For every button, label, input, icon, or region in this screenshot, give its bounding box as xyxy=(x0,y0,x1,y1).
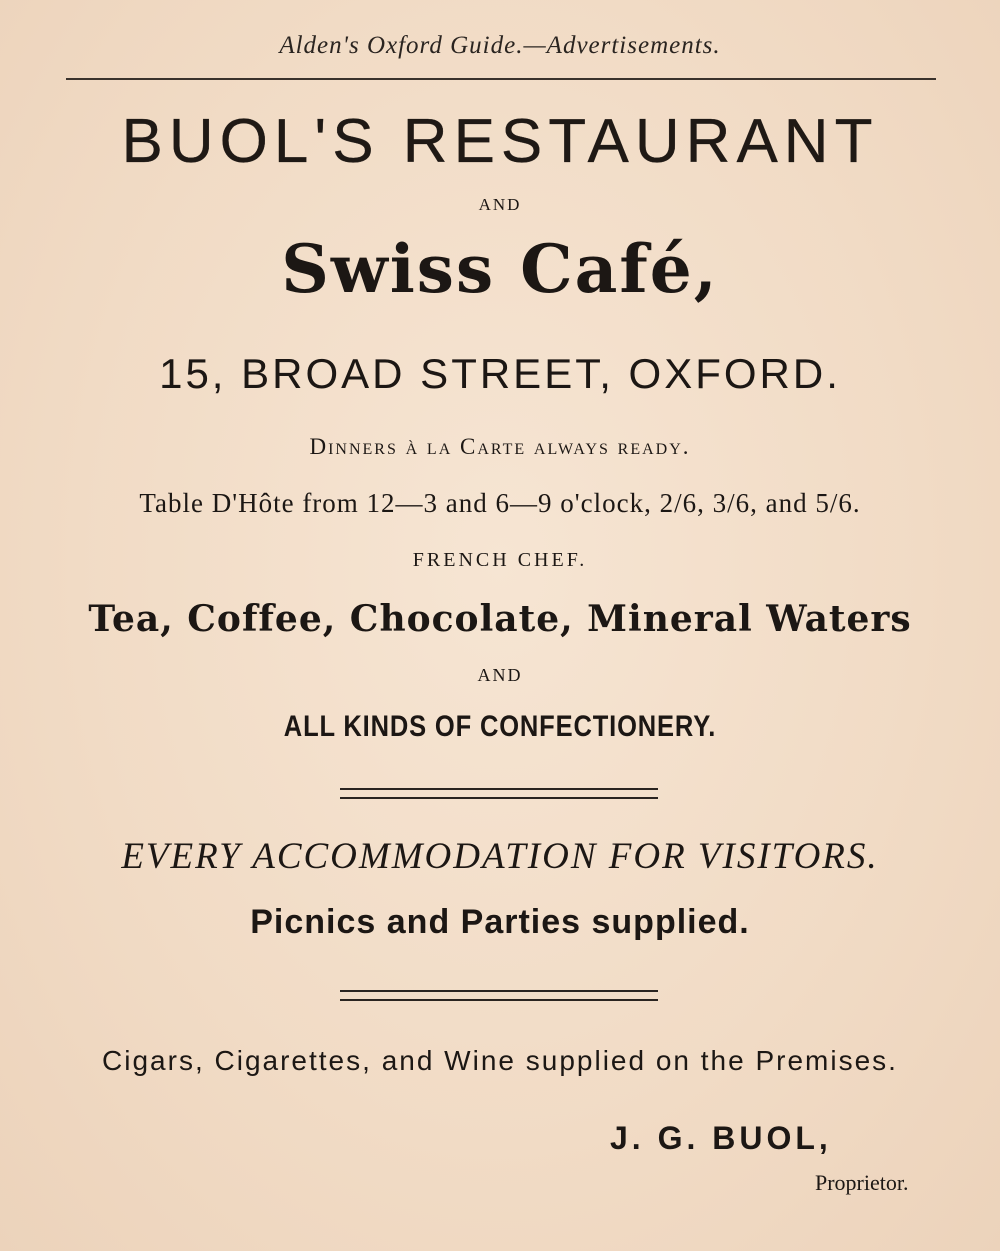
chef-line: FRENCH CHEF. xyxy=(412,549,588,571)
dinners-line: Dinners à la Carte always ready. xyxy=(309,434,691,459)
and-connector-2: AND xyxy=(477,665,523,685)
proprietor-title: Proprietor. xyxy=(815,1170,909,1195)
and-connector-1: AND xyxy=(478,195,522,214)
confectionery-line: ALL KINDS OF CONFECTIONERY. xyxy=(283,710,717,743)
picnics-line: Picnics and Parties supplied. xyxy=(250,903,750,941)
running-header: Alden's Oxford Guide.—Advertisements. xyxy=(279,32,721,59)
double-rule-divider xyxy=(340,990,658,1001)
cigars-line: Cigars, Cigarettes, and Wine supplied on the Premises. xyxy=(102,1045,898,1076)
cafe-name: Swiss Café, xyxy=(281,230,719,308)
table-dhote-line: Table D'Hôte from 12—3 and 6—9 o'clock, 2/6, 3/6, and 5/6. xyxy=(139,488,861,518)
proprietor-name: J. G. BUOL, xyxy=(610,1120,832,1156)
restaurant-title: BUOL'S RESTAURANT xyxy=(121,107,879,176)
accommodation-line: EVERY ACCOMMODATION FOR VISITORS. xyxy=(121,836,879,877)
double-rule-divider xyxy=(340,788,658,799)
header-rule xyxy=(66,78,936,80)
address: 15, BROAD STREET, OXFORD. xyxy=(159,350,841,397)
drinks-line: Tea, Coffee, Chocolate, Mineral Waters xyxy=(88,598,912,640)
